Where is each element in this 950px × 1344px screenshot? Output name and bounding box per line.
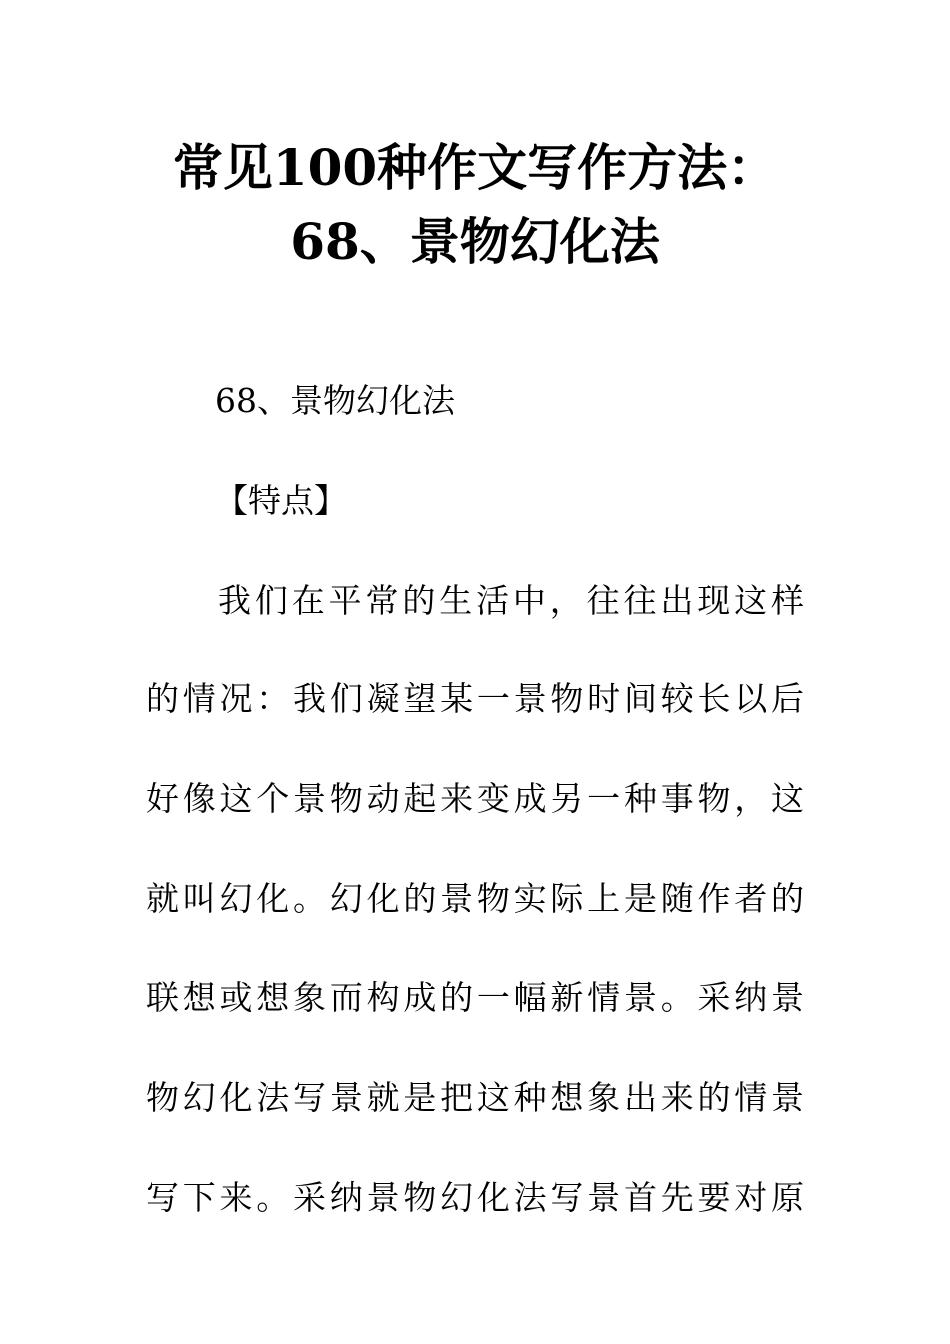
paragraph-line-6: 物幻化法写景就是把这种想象出来的情景 bbox=[146, 1078, 804, 1117]
paragraph-line-4: 就叫幻化。幻化的景物实际上是随作者的 bbox=[146, 879, 804, 918]
paragraph-line-5: 联想或想象而构成的一幅新情景。采纳景 bbox=[146, 978, 804, 1017]
paragraph-line-1: 我们在平常的生活中，往往出现这样 bbox=[218, 581, 804, 620]
subheading: 68、景物幻化法 bbox=[215, 381, 455, 420]
page-title-line-2: 68、景物幻化法 bbox=[290, 212, 660, 271]
section-label-features: 【特点】 bbox=[215, 481, 347, 520]
paragraph-line-3: 好像这个景物动起来变成另一种事物，这 bbox=[146, 779, 804, 818]
paragraph-line-7: 写下来。采纳景物幻化法写景首先要对原 bbox=[146, 1178, 804, 1217]
paragraph-line-2: 的情况：我们凝望某一景物时间较长以后 bbox=[146, 679, 804, 718]
page-title-line-1: 常见100种作文写作方法： bbox=[172, 138, 778, 197]
